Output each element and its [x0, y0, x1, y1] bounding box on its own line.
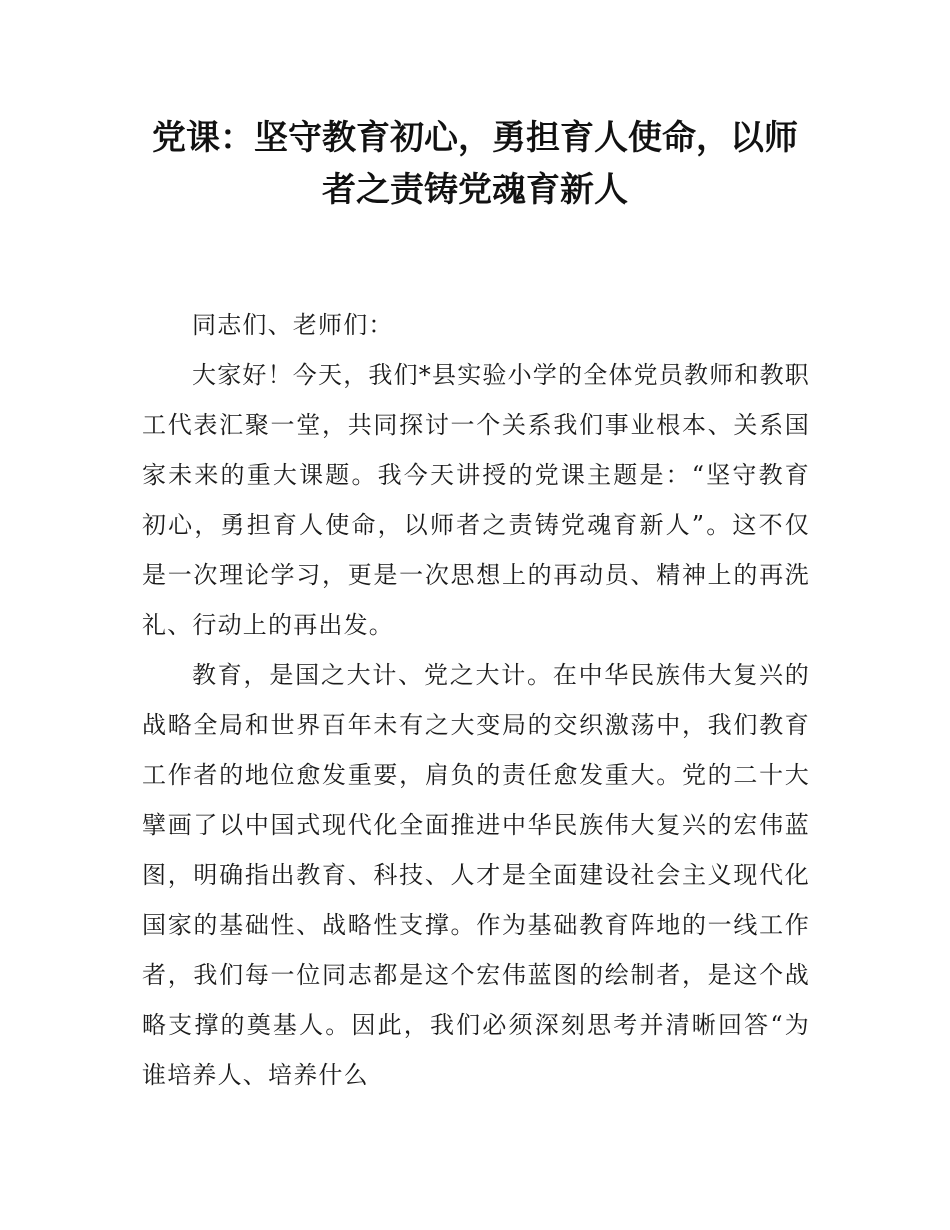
- document-body: [142, 300, 810, 1100]
- title-line-1: 党课：坚守教育初心，勇担育人使命，以师: [152, 118, 798, 158]
- document-title: [120, 112, 830, 216]
- greeting: 同志们、老师们：: [192, 311, 394, 339]
- paragraph-2: 教育，是国之大计、党之大计。在中华民族伟大复兴的战略全局和世界百年未有之大变局的交织激荡中，我们教育工作者的地位愈发重要，肩负的责任愈发重大。党的二十大擘画了以中国式现代化全面推进中华民族伟大复兴的宏伟蓝图，明确指出教育、科技、人才是全面建设社会主义现代化国家的基础性、战略性支撑。作为基础教育阵地的一线工作者，我们每一位同志都是这个宏伟蓝图的绘制者，是这个战略支撑的奠基人。因此，我们必须深刻思考并清晰回答“为谁培养人、培养什么: [142, 661, 810, 1089]
- title-line-2: 者之责铸党魂育新人: [322, 170, 628, 210]
- paragraph-1: 大家好！今天，我们*县实验小学的全体党员教师和教职工代表汇聚一堂，共同探讨一个关系我们事业根本、关系国家未来的重大课题。我今天讲授的党课主题是：“坚守教育初心，勇担育人使命，以师者之责铸党魂育新人”。这不仅是一次理论学习，更是一次思想上的再动员、精神上的再洗礼、行动上的再出发。: [142, 361, 810, 639]
